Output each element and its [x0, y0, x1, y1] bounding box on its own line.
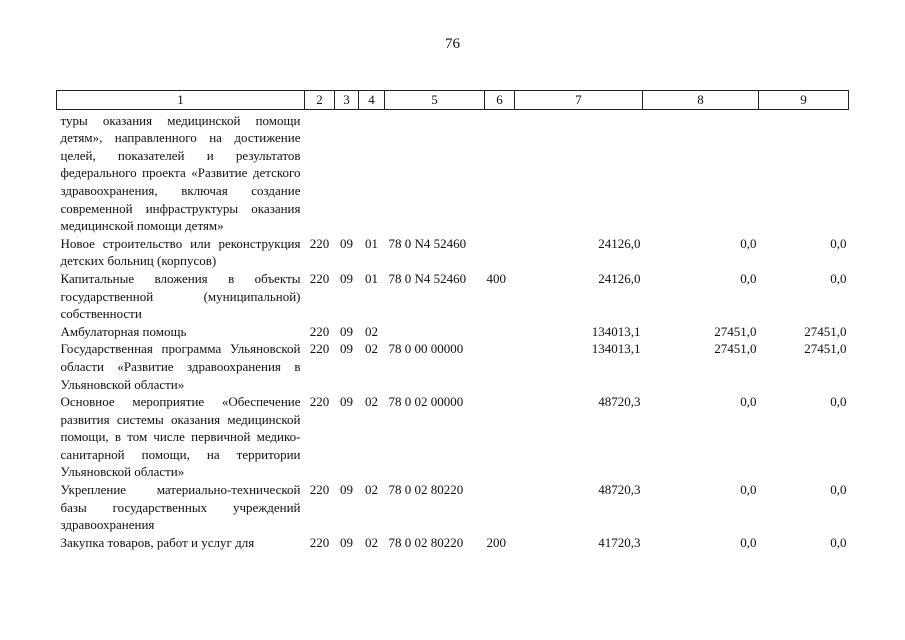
cell-target-article: 78 0 02 80220 — [388, 534, 464, 550]
header-row — [57, 91, 849, 110]
row-name: Государственная программа Ульяновской области «Развитие здравоохранения в Ульяновской области» — [60, 341, 301, 392]
row-name: Амбулаторная помощь — [60, 323, 187, 339]
cell-ministry — [305, 109, 335, 235]
page-number: 76 — [445, 36, 460, 52]
column-header: 1 — [57, 91, 305, 110]
table-row — [57, 235, 849, 270]
cell-target-article — [385, 323, 485, 341]
cell-section — [335, 109, 359, 235]
cell-ministry: 220 — [309, 482, 330, 498]
cell-subsection: 02 — [365, 341, 378, 357]
cell-target-article — [385, 109, 485, 235]
cell-amount-2: 0,0 — [740, 534, 757, 550]
table-row — [57, 270, 849, 323]
cell-ministry: 220 — [309, 323, 330, 339]
cell-amount-1: 48720,3 — [598, 482, 641, 498]
row-name: Закупка товаров, работ и услуг для — [60, 534, 255, 550]
cell-amount-1: 41720,3 — [598, 534, 641, 550]
column-header: 8 — [643, 91, 759, 110]
cell-subsection: 02 — [365, 323, 378, 339]
cell-target-article: 78 0 N4 52460 — [388, 235, 467, 251]
cell-subsection: 01 — [365, 235, 378, 251]
column-header: 7 — [515, 91, 643, 110]
cell-expense-type — [485, 109, 515, 235]
cell-ministry: 220 — [309, 235, 330, 251]
table-row — [57, 393, 849, 481]
cell-target-article: 78 0 00 00000 — [388, 341, 464, 357]
cell-section: 09 — [340, 534, 353, 550]
cell-section: 09 — [340, 341, 353, 357]
cell-target-article: 78 0 02 80220 — [388, 482, 464, 498]
cell-amount-3: 0,0 — [830, 394, 847, 410]
cell-target-article: 78 0 02 00000 — [388, 394, 464, 410]
budget-table — [56, 90, 849, 551]
cell-expense-type — [485, 481, 515, 534]
cell-expense-type — [485, 235, 515, 270]
cell-amount-2: 0,0 — [740, 270, 757, 286]
cell-amount-3: 27451,0 — [804, 323, 847, 339]
cell-amount-1: 24126,0 — [598, 235, 641, 251]
cell-ministry: 220 — [309, 341, 330, 357]
cell-expense-type: 400 — [486, 270, 506, 286]
cell-amount-1: 48720,3 — [598, 394, 641, 410]
cell-subsection: 02 — [365, 534, 378, 550]
column-header: 4 — [359, 91, 385, 110]
row-name: Капитальные вложения в объекты государственной (муниципальной) собственности — [60, 270, 301, 322]
table-row — [57, 323, 849, 341]
table-row — [57, 109, 849, 235]
cell-section: 09 — [340, 323, 353, 339]
cell-expense-type: 200 — [486, 534, 506, 550]
cell-amount-2: 0,0 — [740, 482, 757, 498]
cell-target-article: 78 0 N4 52460 — [388, 270, 467, 286]
column-header: 3 — [335, 91, 359, 110]
cell-expense-type — [485, 340, 515, 393]
cell-subsection — [359, 109, 385, 235]
cell-amount-3: 0,0 — [830, 270, 847, 286]
cell-amount-1: 134013,1 — [591, 323, 641, 339]
cell-amount-2 — [643, 109, 759, 235]
column-header: 9 — [759, 91, 849, 110]
cell-ministry: 220 — [309, 394, 330, 410]
cell-amount-2: 27451,0 — [714, 323, 757, 339]
cell-amount-1 — [515, 109, 643, 235]
cell-subsection: 02 — [365, 482, 378, 498]
column-header: 6 — [485, 91, 515, 110]
row-name: туры оказания медицинской помощи детям», направленного на достижение целей, показателей и результатов федерального проекта «Развитие детского здравоохранения, включая создание современной инфраструктуры оказания медицинской помощи детям» — [60, 112, 301, 234]
cell-section: 09 — [340, 270, 353, 286]
column-header: 2 — [305, 91, 335, 110]
cell-section: 09 — [340, 235, 353, 251]
cell-subsection: 02 — [365, 394, 378, 410]
cell-section: 09 — [340, 394, 353, 410]
cell-amount-3 — [759, 109, 849, 235]
row-name: Укрепление материально-технической базы государственных учреждений здравоохранения — [60, 482, 301, 533]
cell-amount-2: 27451,0 — [714, 341, 757, 357]
cell-amount-2: 0,0 — [740, 235, 757, 251]
table-row — [57, 340, 849, 393]
row-name: Основное мероприятие «Обеспечение развития системы оказания медицинской помощи, в том числе первичной медико-санитарной помощи, на территории Ульяновской области» — [60, 394, 301, 480]
cell-amount-2: 0,0 — [740, 394, 757, 410]
row-name: Новое строительство или реконструкция детских больниц (корпусов) — [60, 235, 301, 269]
cell-amount-3: 27451,0 — [804, 341, 847, 357]
cell-expense-type — [485, 323, 515, 341]
column-header: 5 — [385, 91, 485, 110]
cell-ministry: 220 — [309, 534, 330, 550]
cell-ministry: 220 — [309, 270, 330, 286]
cell-amount-1: 134013,1 — [591, 341, 641, 357]
cell-amount-3: 0,0 — [830, 482, 847, 498]
cell-amount-3: 0,0 — [830, 235, 847, 251]
table-row — [57, 534, 849, 552]
table-row — [57, 481, 849, 534]
cell-amount-1: 24126,0 — [598, 270, 641, 286]
cell-subsection: 01 — [365, 270, 378, 286]
cell-expense-type — [485, 393, 515, 481]
cell-section: 09 — [340, 482, 353, 498]
cell-amount-3: 0,0 — [830, 534, 847, 550]
